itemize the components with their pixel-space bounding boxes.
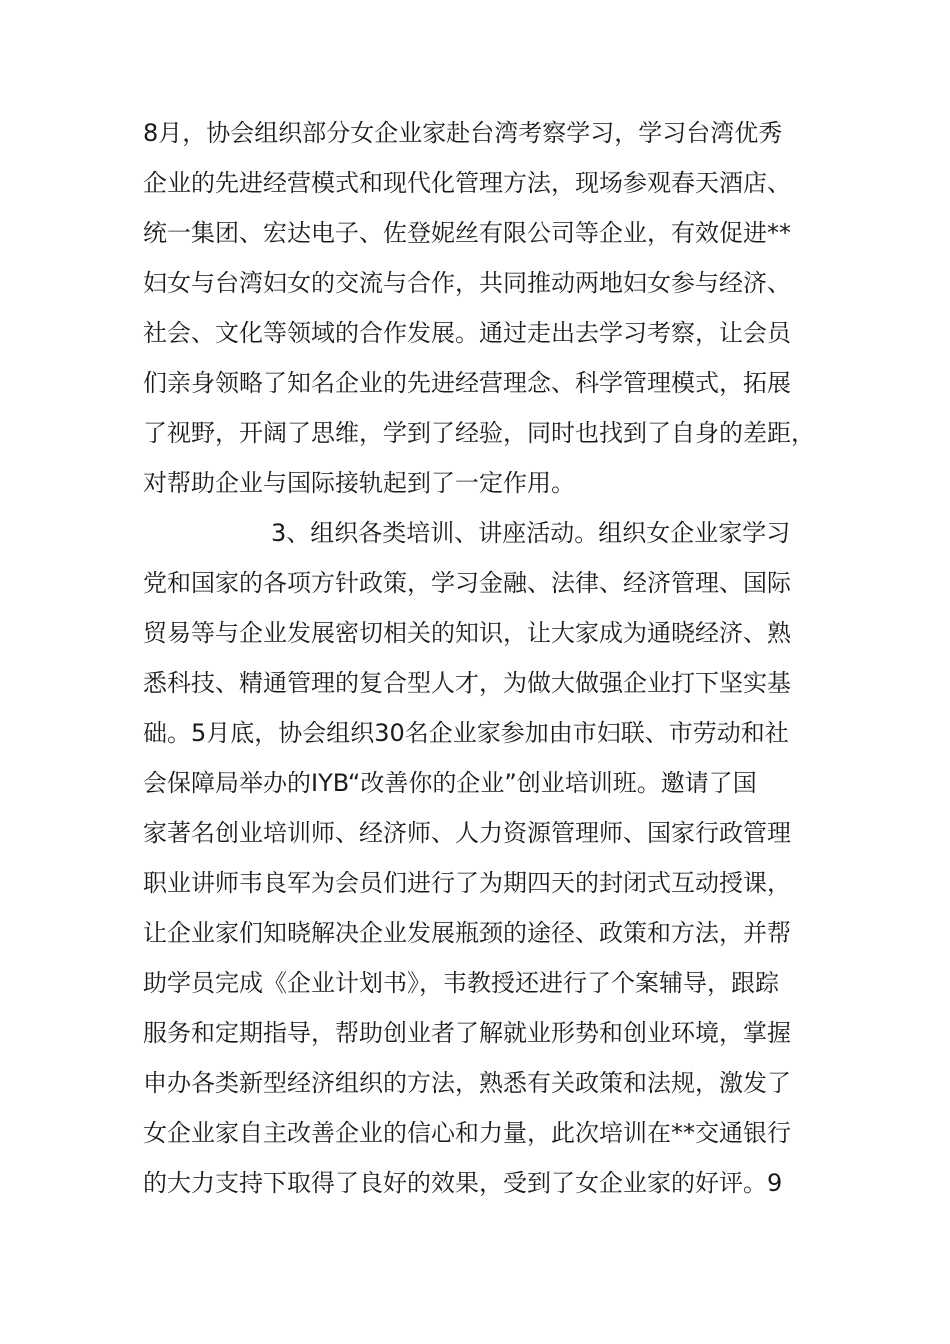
paragraph-line: 统一集团、宏达电子、佐登妮丝有限公司等企业，有效促进**: [143, 219, 791, 247]
paragraph-line: 让企业家们知晓解决企业发展瓶颈的途径、政策和方法，并帮: [143, 919, 791, 947]
paragraph-heading-line: 3、组织各类培训、讲座活动。组织女企业家学习: [271, 519, 791, 547]
paragraph-line: 了视野，开阔了思维，学到了经验，同时也找到了自身的差距，: [143, 419, 815, 447]
paragraph-line: 女企业家自主改善企业的信心和力量，此次培训在**交通银行: [143, 1119, 791, 1147]
paragraph-1: [143, 108, 823, 508]
paragraph-line: 悉科技、精通管理的复合型人才，为做大做强企业打下坚实基: [143, 669, 791, 697]
paragraph-line: 家著名创业培训师、经济师、人力资源管理师、国家行政管理: [143, 819, 791, 847]
paragraph-line: 服务和定期指导，帮助创业者了解就业形势和创业环境，掌握: [143, 1019, 791, 1047]
paragraph-line: 职业讲师韦良军为会员们进行了为期四天的封闭式互动授课，: [143, 869, 791, 897]
paragraph-line: 8月，协会组织部分女企业家赴台湾考察学习，学习台湾优秀: [143, 119, 783, 147]
paragraph-line: 础。5月底，协会组织30名企业家参加由市妇联、市劳动和社: [143, 719, 789, 747]
paragraph-line: 的大力支持下取得了良好的效果，受到了女企业家的好评。9: [143, 1169, 783, 1197]
paragraph-line: 党和国家的各项方针政策，学习金融、法律、经济管理、国际: [143, 569, 791, 597]
paragraph-line: 对帮助企业与国际接轨起到了一定作用。: [143, 469, 575, 497]
paragraph-line: 们亲身领略了知名企业的先进经营理念、科学管理模式，拓展: [143, 369, 791, 397]
paragraph-2: [143, 508, 823, 1208]
paragraph-line: 助学员完成《企业计划书》，韦教授还进行了个案辅导，跟踪: [143, 969, 779, 997]
paragraph-line: 贸易等与企业发展密切相关的知识，让大家成为通晓经济、熟: [143, 619, 791, 647]
paragraph-line: 妇女与台湾妇女的交流与合作，共同推动两地妇女参与经济、: [143, 269, 791, 297]
paragraph-line: 社会、文化等领域的合作发展。通过走出去学习考察，让会员: [143, 319, 791, 347]
paragraph-line: 会保障局举办的IYB“改善你的企业”创业培训班。邀请了国: [143, 769, 757, 797]
paragraph-line: 企业的先进经营模式和现代化管理方法，现场参观春天酒店、: [143, 169, 791, 197]
paragraph-line: 申办各类新型经济组织的方法，熟悉有关政策和法规，激发了: [143, 1069, 791, 1097]
